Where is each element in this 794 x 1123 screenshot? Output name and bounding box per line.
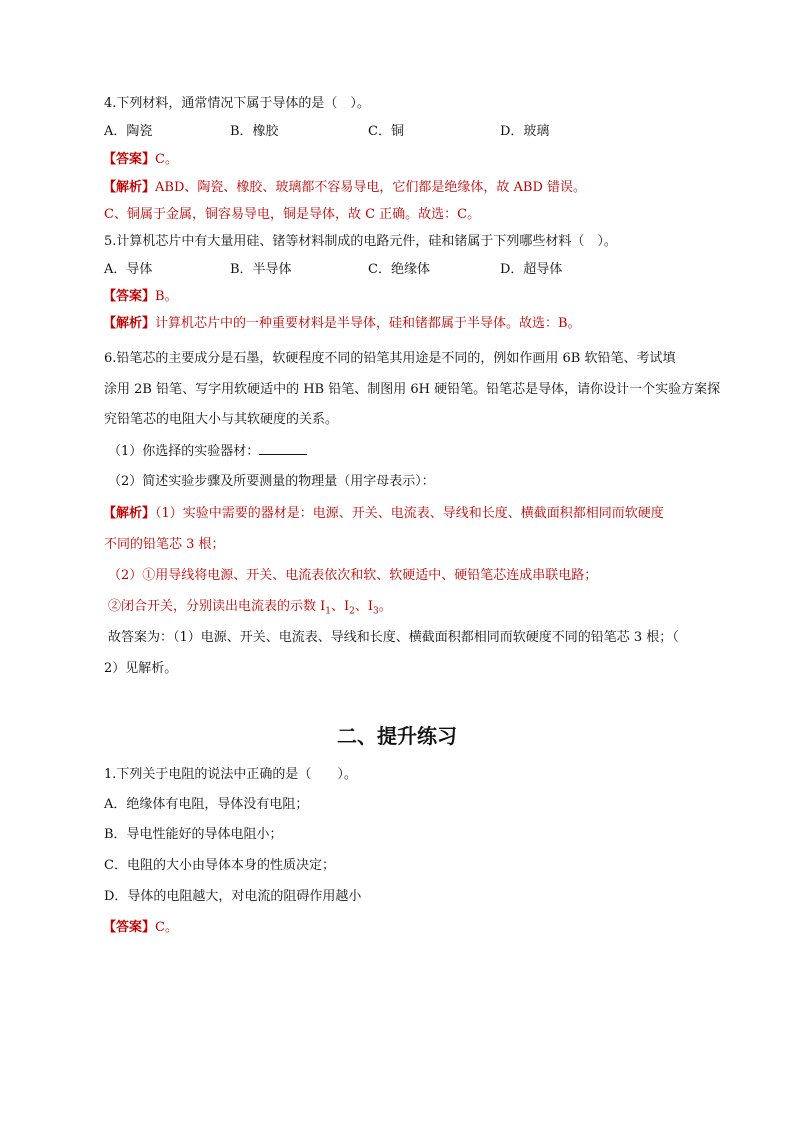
answer-text: C。	[155, 920, 178, 935]
section-title: 二、提升练习	[337, 724, 457, 748]
q6-final-answer-line-2: 2）见解析。	[104, 661, 178, 676]
q4-answer	[103, 151, 178, 169]
q4-analysis-line-1	[103, 179, 586, 197]
q5-option-c: C．绝缘体	[368, 262, 430, 277]
analysis-tag: 【解析】	[103, 180, 156, 195]
q6-stem-line-2: 涂用 2B 铅笔、写字用软硬适中的 HB 铅笔、制图用 6H 硬铅笔。铅笔芯是导体，请你设计一个实验方案探	[104, 382, 721, 397]
q5-option-d: D．超导体	[500, 262, 563, 277]
q6-analysis-line-3: （2）①用导线将电源、开关、电流表依次和软、软硬适中、硬铅笔芯连成串联电路；	[108, 568, 598, 583]
q4-option-d: D．玻璃	[500, 124, 550, 139]
answer-text: B。	[155, 289, 178, 304]
analysis-tag: 【解析】	[103, 316, 156, 331]
q4-option-a: A．陶瓷	[104, 124, 153, 139]
s2-q1-answer	[103, 919, 178, 937]
analysis-text: 。	[378, 599, 392, 614]
analysis-text: 、I	[354, 599, 374, 614]
q5-stem: 5.计算机芯片中有大量用硅、锗等材料制成的电路元件，硅和锗属于下列哪些材料（ ）。	[104, 234, 617, 249]
q4-analysis-line-2: C、铜属于金属，铜容易导电，铜是导体，故 C 正确。故选：C。	[104, 207, 481, 222]
subscript: 3	[373, 606, 379, 617]
q6-sub-1-text: （1）你选择的实验器材：	[108, 444, 260, 459]
s2-q1-option-d: D．导体的电阻越大，对电流的阻碍作用越小	[104, 889, 362, 904]
q4-option-b: B．橡胶	[230, 124, 279, 139]
q6-sub-2: （2）简述实验步骤及所要测量的物理量（用字母表示）：	[108, 474, 435, 489]
q6-stem-line-1: 6.铅笔芯的主要成分是石墨，软硬程度不同的铅笔其用途是不同的，例如作画用 6B 软铅笔、考试填	[104, 351, 676, 366]
s2-q1-option-b: B．导电性能好的导体电阻小；	[104, 827, 283, 842]
answer-blank	[259, 442, 307, 455]
q5-analysis	[103, 315, 581, 333]
s2-q1-stem: 1.下列关于电阻的说法中正确的是（ ）。	[104, 767, 357, 782]
q5-option-a: A．导体	[104, 262, 153, 277]
q6-analysis-line-4	[108, 598, 392, 621]
analysis-text: （1）实验中需要的器材是：电源、开关、电流表、导线和长度、横截面积都相同而软硬度	[155, 506, 664, 521]
answer-tag: 【答案】	[103, 152, 156, 167]
q6-sub-1	[108, 442, 307, 461]
q4-option-c: C．铜	[368, 124, 404, 139]
subscript: 1	[325, 606, 332, 617]
answer-tag: 【答案】	[103, 289, 156, 304]
subscript: 2	[349, 606, 355, 617]
q6-stem-line-3: 究铅笔芯的电阻大小与其软硬度的关系。	[104, 412, 339, 427]
analysis-text: ②闭合开关，分别读出电流表的示数 I	[108, 599, 326, 614]
q5-option-b: B．半导体	[230, 262, 292, 277]
q6-analysis-line-1	[103, 505, 664, 523]
s2-q1-option-c: C．电阻的大小由导体本身的性质决定；	[104, 858, 335, 873]
q5-answer	[103, 288, 178, 306]
q6-final-answer-line-1: 故答案为：（1）电源、开关、电流表、导线和长度、横截面积都相同而软硬度不同的铅笔芯 3 根；（	[108, 630, 679, 645]
analysis-text: 、I	[331, 599, 350, 614]
answer-tag: 【答案】	[103, 920, 156, 935]
analysis-text: ABD、陶瓷、橡胶、玻璃都不容易导电，它们都是绝缘体，故 ABD 错误。	[155, 180, 587, 195]
analysis-text: 计算机芯片中的一种重要材料是半导体，硅和锗都属于半导体。故选：B。	[155, 316, 581, 331]
q4-stem: 4.下列材料，通常情况下属于导体的是（ ）。	[104, 96, 370, 111]
answer-text: C。	[155, 152, 178, 167]
analysis-tag: 【解析】	[103, 506, 156, 521]
s2-q1-option-a: A．绝缘体有电阻，导体没有电阻；	[104, 797, 309, 812]
q6-analysis-line-2: 不同的铅笔芯 3 根；	[104, 537, 225, 552]
